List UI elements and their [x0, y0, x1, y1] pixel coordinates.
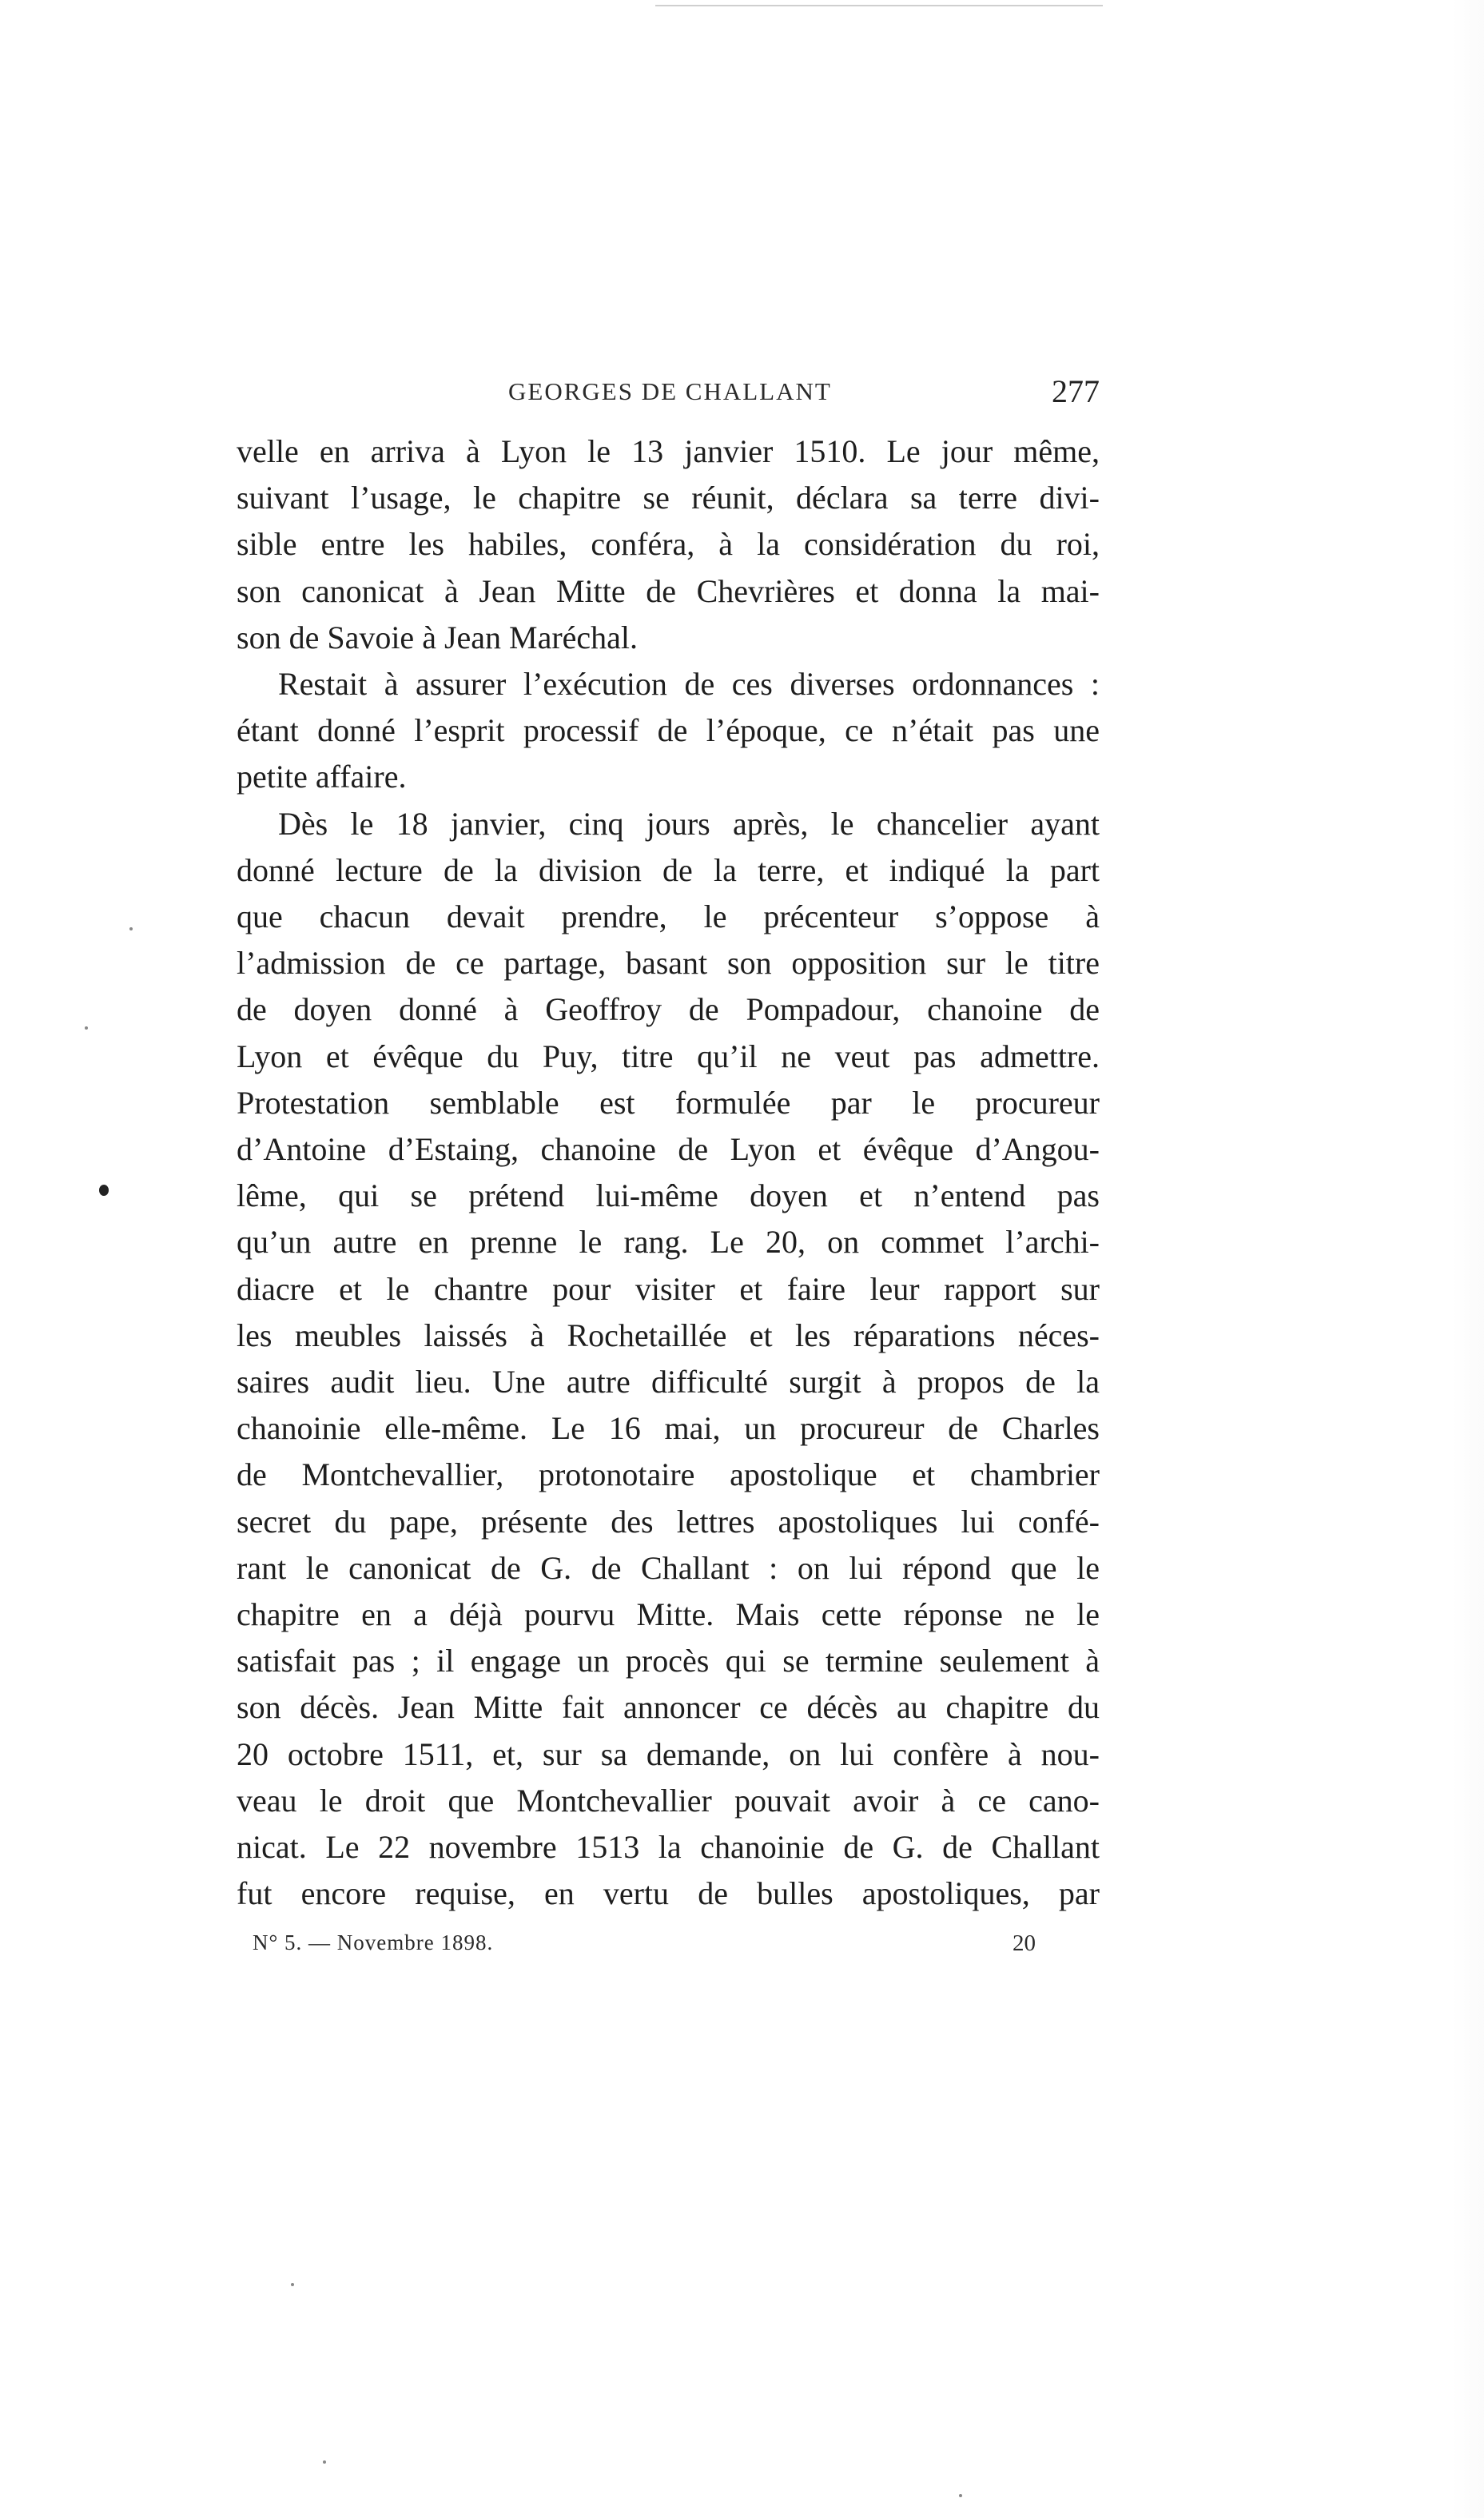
scan-speck: [129, 927, 133, 930]
scan-speck: [959, 2494, 962, 2497]
text-line: fut encore requise, en vertu de bulles apostoliques, par: [237, 1875, 1100, 1912]
ink-blot: [99, 1185, 109, 1196]
text-line: que chacun devait prendre, le précenteur s’oppose à: [237, 898, 1100, 935]
text-line: de Montchevallier, protonotaire apostolique et chambrier: [237, 1456, 1100, 1493]
text-line: d’Antoine d’Estaing, chanoine de Lyon et évêque d’Angou-: [237, 1131, 1100, 1168]
text-line: Dès le 18 janvier, cinq jours après, le chancelier ayant: [278, 805, 1100, 842]
text-line: qu’un autre en prenne le rang. Le 20, on commet l’archi-: [237, 1224, 1100, 1261]
text-line: Restait à assurer l’exécution de ces diverses ordonnances :: [278, 666, 1100, 703]
text-line: secret du pape, présente des lettres apostoliques lui confé-: [237, 1503, 1100, 1540]
text-line: de doyen donné à Geoffroy de Pompadour, chanoine de: [237, 991, 1100, 1028]
text-line: chanoinie elle-même. Le 16 mai, un procureur de Charles: [237, 1410, 1100, 1447]
text-line: nicat. Le 22 novembre 1513 la chanoinie de G. de Challant: [237, 1829, 1100, 1866]
scan-top-rule: [655, 5, 1103, 6]
text-line: saires audit lieu. Une autre difficulté surgit à propos de la: [237, 1364, 1100, 1400]
text-line: 20 octobre 1511, et, sur sa demande, on lui confère à nou-: [237, 1735, 1100, 1772]
page-footer: [253, 1930, 1036, 1962]
text-line: veau le droit que Montchevallier pouvait avoir à ce cano-: [237, 1782, 1100, 1819]
scan-edge: [1452, 0, 1484, 2518]
issue-line: N° 5. — Novembre 1898.: [253, 1930, 494, 1954]
text-line: son décès. Jean Mitte fait annoncer ce décès au chapitre du: [237, 1689, 1100, 1726]
scan-speck: [291, 2283, 294, 2286]
text-line: suivant l’usage, le chapitre se réunit, déclara sa terre divi-: [237, 480, 1100, 516]
running-title: GEORGES DE CHALLANT: [508, 377, 832, 405]
scan-speck: [323, 2460, 326, 2464]
text-line: chapitre en a déjà pourvu Mitte. Mais cette réponse ne le: [237, 1596, 1100, 1633]
page-number: 277: [1052, 373, 1100, 409]
body-text: [237, 428, 1100, 1918]
text-line: Protestation semblable est formulée par le procureur: [237, 1084, 1100, 1121]
text-line: diacre et le chantre pour visiter et faire leur rapport sur: [237, 1270, 1100, 1307]
text-line: Lyon et évêque du Puy, titre qu’il ne veut pas admettre.: [237, 1038, 1100, 1074]
signature-mark: 20: [1013, 1930, 1036, 1956]
text-line: l’admission de ce partage, basant son opposition sur le titre: [237, 945, 1100, 982]
text-line: lême, qui se prétend lui-même doyen et n’entend pas: [237, 1177, 1100, 1214]
text-line: étant donné l’esprit processif de l’époque, ce n’était pas une: [237, 712, 1100, 749]
text-line: les meubles laissés à Rochetaillée et les réparations néces-: [237, 1317, 1100, 1353]
text-line: satisfait pas ; il engage un procès qui se termine seulement à: [237, 1643, 1100, 1679]
text-line: son de Savoie à Jean Maréchal.: [237, 619, 639, 655]
text-line: petite affaire.: [237, 759, 407, 795]
text-line: sible entre les habiles, conféra, à la considération du roi,: [237, 526, 1100, 563]
page-header: [237, 373, 1100, 420]
text-line: son canonicat à Jean Mitte de Chevrières et donna la mai-: [237, 572, 1100, 609]
text-line: velle en arriva à Lyon le 13 janvier 1510. Le jour même,: [237, 433, 1100, 469]
text-line: rant le canonicat de G. de Challant : on lui répond que le: [237, 1549, 1100, 1586]
text-line: donné lecture de la division de la terre, et indiqué la part: [237, 851, 1100, 888]
scan-speck: [85, 1026, 88, 1030]
